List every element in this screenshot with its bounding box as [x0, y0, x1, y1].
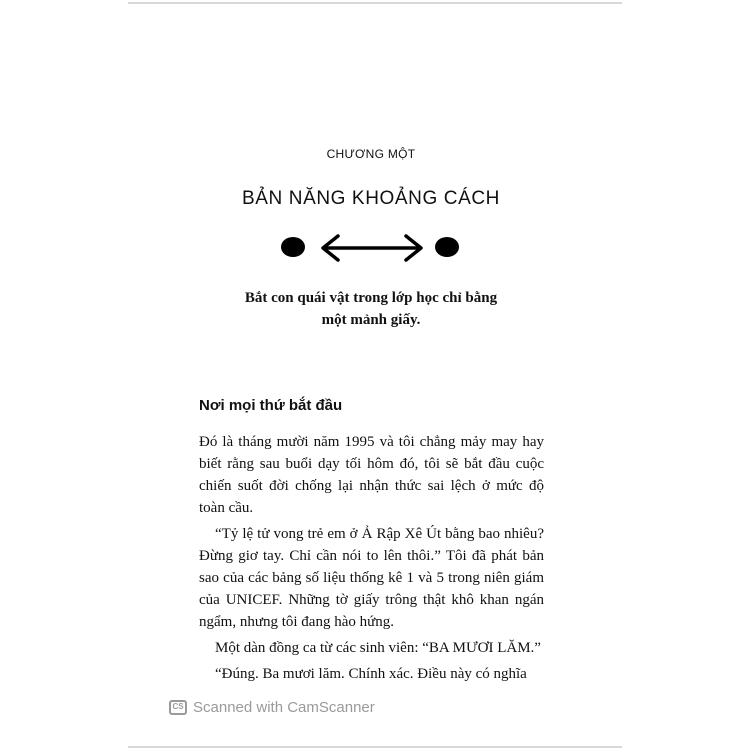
section-heading: Nơi mọi thứ bắt đầu	[199, 397, 343, 414]
subtitle-line-1: Bắt con quái vật trong lớp học chỉ bằng	[244, 290, 498, 306]
distance-emblem-icon	[276, 230, 466, 270]
watermark-text: Scanned with CamScanner	[193, 698, 375, 716]
paragraph-2: “Tỷ lệ tử vong trẻ em ở Ả Rập Xê Út bằng bao nhiêu? Đừng giơ tay. Chỉ cần nói to lên thôi.” Tôi đã phát bản sao của các bảng số liệu thống kê 1 và 5 trong niên giám của UNICEF. Những tờ giấy trông thật khô khan ngán ngẩm, nhưng tôi đang hào hứng.	[199, 526, 544, 630]
chapter-subtitle	[0, 287, 742, 331]
left-dot	[281, 237, 305, 257]
camscanner-logo-icon: CS	[169, 700, 187, 715]
paragraph-3: Một dàn đồng ca từ các sinh viên: “BA MƯƠI LĂM.”	[215, 640, 541, 656]
paragraph-4: “Đúng. Ba mươi lăm. Chính xác. Điều này có nghĩa	[215, 666, 527, 682]
body-text	[199, 431, 544, 689]
right-dot	[435, 237, 459, 257]
chapter-label: CHƯƠNG MỘT	[326, 147, 416, 161]
chapter-title: BẢN NĂNG KHOẢNG CÁCH	[242, 188, 500, 209]
double-arrow	[323, 236, 421, 260]
page-top-border	[128, 2, 622, 4]
subtitle-line-2: một mảnh giấy.	[321, 312, 421, 328]
paragraph-1: Đó là tháng mười năm 1995 và tôi chẳng mảy may hay biết rằng sau buổi dạy tối hôm đó, tôi sẽ bắt đầu cuộc chiến suốt đời chống lại nhận thức sai lệch ở mức độ toàn cầu.	[199, 434, 544, 516]
camscanner-watermark	[169, 697, 375, 717]
page-bottom-border	[128, 746, 622, 748]
